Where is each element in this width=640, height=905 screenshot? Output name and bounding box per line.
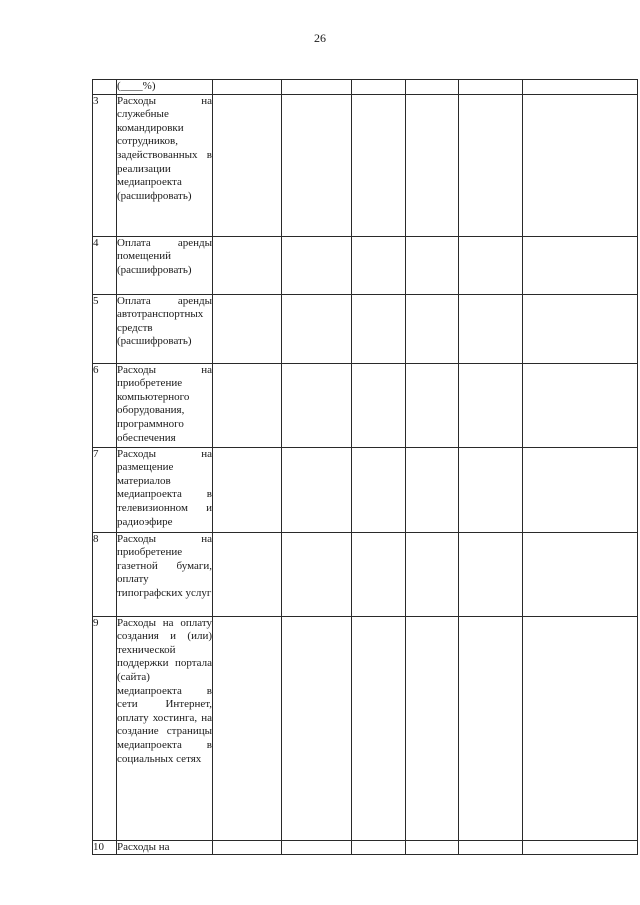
value-cell (523, 80, 638, 95)
value-cell (282, 447, 352, 532)
expense-name: Оплата аренды автотранспортных средств (расшифровать) (117, 294, 213, 363)
row-number: 6 (93, 363, 117, 447)
table-row (93, 294, 638, 363)
row-number: 8 (93, 532, 117, 616)
table-row (93, 840, 638, 855)
table-row (93, 447, 638, 532)
value-cell (352, 447, 406, 532)
value-cell (213, 840, 282, 855)
row-number: 10 (93, 840, 117, 855)
value-cell (406, 840, 459, 855)
value-cell (459, 236, 523, 294)
value-cell (523, 294, 638, 363)
value-cell (459, 94, 523, 236)
value-cell (213, 294, 282, 363)
table-row (93, 94, 638, 236)
table-row (93, 80, 638, 95)
value-cell (213, 80, 282, 95)
value-cell (459, 616, 523, 840)
value-cell (459, 363, 523, 447)
value-cell (352, 840, 406, 855)
value-cell (523, 447, 638, 532)
value-cell (523, 363, 638, 447)
expense-name: (____%) (117, 80, 213, 95)
row-number (93, 80, 117, 95)
value-cell (213, 447, 282, 532)
value-cell (523, 532, 638, 616)
row-number: 4 (93, 236, 117, 294)
value-cell (213, 236, 282, 294)
table-row (93, 616, 638, 840)
table-row (93, 363, 638, 447)
expense-name: Расходы на оплату создания и (или) технической поддержки портала (сайта) медиапроекта в сети Интернет, оплату хостинга, на создание страницы медиапроекта в социальных сетях (117, 616, 213, 840)
value-cell (213, 94, 282, 236)
value-cell (282, 80, 352, 95)
expense-name: Расходы на приобретение компьютерного оборудования, программного обеспечения (117, 363, 213, 447)
value-cell (282, 840, 352, 855)
value-cell (213, 532, 282, 616)
value-cell (352, 616, 406, 840)
value-cell (459, 294, 523, 363)
value-cell (352, 236, 406, 294)
value-cell (282, 616, 352, 840)
value-cell (459, 80, 523, 95)
value-cell (352, 94, 406, 236)
value-cell (459, 840, 523, 855)
value-cell (352, 80, 406, 95)
value-cell (406, 363, 459, 447)
page-number: 26 (314, 31, 326, 45)
value-cell (282, 532, 352, 616)
expense-name: Расходы на служебные командировки сотрудников, задействованных в реализации медиапроекта (расшифровать) (117, 94, 213, 236)
value-cell (282, 94, 352, 236)
expense-name: Расходы на размещение материалов медиапроекта в телевизионном и радиоэфире (117, 447, 213, 532)
budget-table (92, 79, 638, 855)
value-cell (282, 363, 352, 447)
value-cell (406, 94, 459, 236)
row-number: 9 (93, 616, 117, 840)
value-cell (523, 236, 638, 294)
value-cell (406, 294, 459, 363)
value-cell (213, 616, 282, 840)
expense-name: Оплата аренды помещений (расшифровать) (117, 236, 213, 294)
value-cell (459, 532, 523, 616)
row-number: 3 (93, 94, 117, 236)
expense-name: Расходы на приобретение газетной бумаги, оплату типографских услуг (117, 532, 213, 616)
value-cell (406, 616, 459, 840)
row-number: 5 (93, 294, 117, 363)
value-cell (406, 447, 459, 532)
table-row (93, 532, 638, 616)
table-row (93, 236, 638, 294)
value-cell (523, 840, 638, 855)
expense-name: Расходы на (117, 840, 213, 855)
value-cell (282, 294, 352, 363)
value-cell (352, 532, 406, 616)
value-cell (406, 236, 459, 294)
row-number: 7 (93, 447, 117, 532)
value-cell (406, 532, 459, 616)
value-cell (459, 447, 523, 532)
value-cell (282, 236, 352, 294)
value-cell (406, 80, 459, 95)
value-cell (523, 616, 638, 840)
value-cell (523, 94, 638, 236)
value-cell (213, 363, 282, 447)
value-cell (352, 363, 406, 447)
value-cell (352, 294, 406, 363)
